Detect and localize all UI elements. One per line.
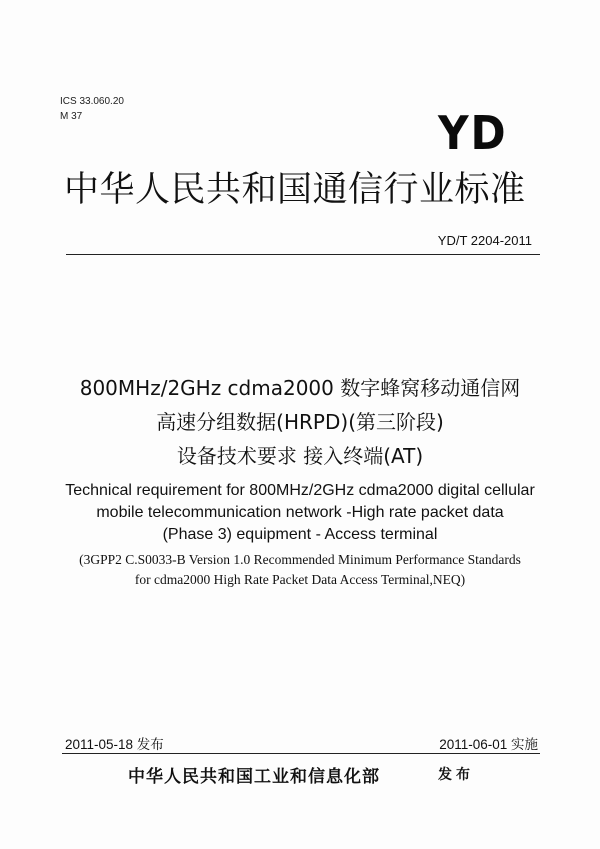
header-divider	[66, 254, 540, 255]
title-cn-line-3: 设备技术要求 接入终端(AT)	[176, 444, 424, 468]
title-en-line-3: (Phase 3) equipment - Access terminal	[162, 526, 438, 543]
reference-standard-line-2: for cdma2000 High Rate Packet Data Access Terminal,NEQ)	[134, 572, 466, 587]
issue-date: 2011-05-18 发布	[65, 737, 164, 752]
ics-code: ICS 33.060.20	[60, 96, 124, 107]
standard-category-title: 中华人民共和国通信行业标准	[64, 170, 526, 210]
implementation-date: 2011-06-01 实施	[439, 737, 538, 752]
title-cn-line-1: 800MHz/2GHz cdma2000 数字蜂窝移动通信网	[79, 376, 521, 400]
standard-number: YD/T 2204-2011	[437, 233, 532, 248]
publisher-name: 中华人民共和国工业和信息化部	[128, 767, 380, 787]
publish-label: 发布	[438, 767, 474, 783]
title-cn-line-2: 高速分组数据(HRPD)(第三阶段)	[156, 410, 444, 434]
title-en-line-1: Technical requirement for 800MHz/2GHz cdma2000 digital cellular	[65, 482, 535, 499]
title-en-line-2: mobile telecommunication network -High rate packet data	[96, 504, 504, 521]
classification-code: M 37	[60, 111, 83, 122]
reference-standard-line-1: (3GPP2 C.S0033-B Version 1.0 Recommended Minimum Performance Standards	[79, 552, 521, 567]
footer-divider	[62, 753, 540, 754]
yd-logo: YD	[438, 106, 508, 160]
